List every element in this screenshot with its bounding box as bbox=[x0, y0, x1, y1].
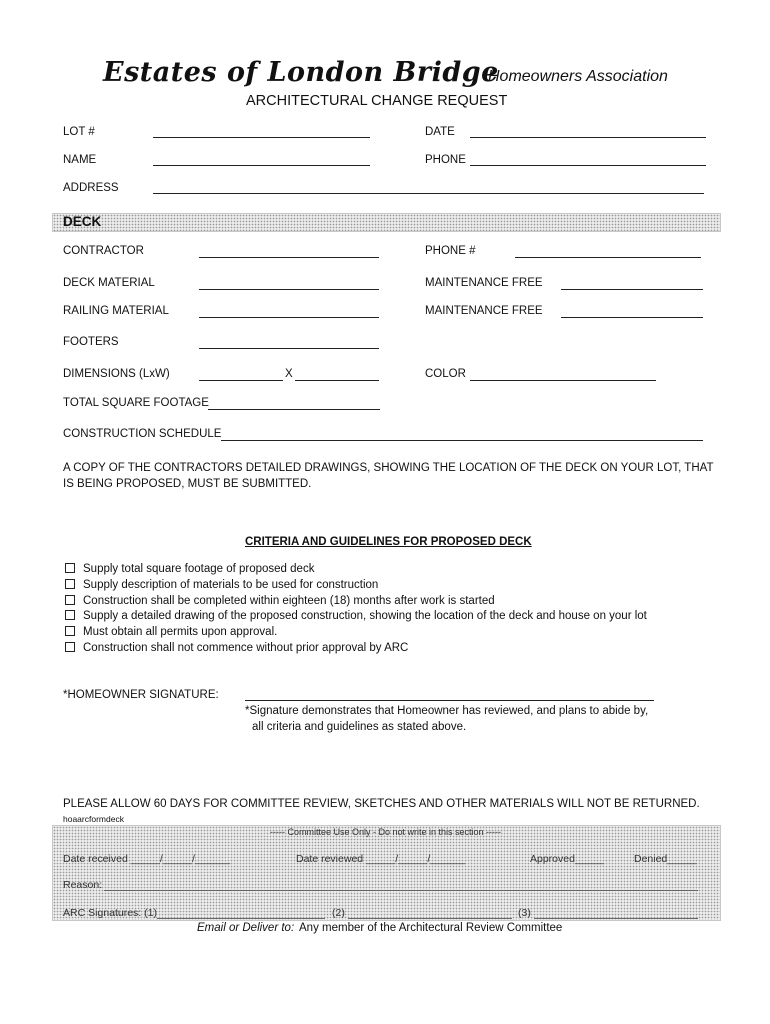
checkbox-icon[interactable] bbox=[65, 610, 75, 620]
committee-banner: ----- Committee Use Only - Do not write in this section ----- bbox=[270, 827, 502, 837]
drawings-note-line-1: A COPY OF THE CONTRACTORS DETAILED DRAWINGS, SHOWING THE LOCATION OF THE DECK ON YOUR LOT, THAT bbox=[63, 462, 714, 474]
name-field[interactable] bbox=[153, 165, 370, 166]
arc-signatures-label: ARC Signatures: (1) bbox=[63, 907, 157, 919]
color-label: COLOR bbox=[425, 368, 466, 380]
approved-field: Approved_____ bbox=[530, 853, 605, 865]
contractor-phone-label: PHONE # bbox=[425, 245, 476, 257]
criteria-item: Construction shall be completed within eighteen (18) months after work is started bbox=[65, 595, 495, 607]
maintenance-free-label-1: MAINTENANCE FREE bbox=[425, 277, 543, 289]
criteria-item: Supply description of materials to be used for construction bbox=[65, 579, 378, 591]
color-field[interactable] bbox=[470, 380, 656, 381]
maintenance-free-field-2[interactable] bbox=[561, 317, 703, 318]
railing-material-label: RAILING MATERIAL bbox=[63, 305, 169, 317]
date-field[interactable] bbox=[470, 137, 706, 138]
dimension-x: X bbox=[285, 368, 293, 380]
footers-field[interactable] bbox=[199, 348, 379, 349]
deck-heading: DECK bbox=[63, 214, 102, 229]
date-received: Date received _____/_____/______ bbox=[63, 853, 230, 865]
arc-signature-1 bbox=[157, 918, 325, 919]
criteria-item: Supply a detailed drawing of the proposed construction, showing the location of the deck and house on your lot bbox=[65, 610, 647, 622]
signature-note-line-1: *Signature demonstrates that Homeowner has reviewed, and plans to abide by, bbox=[245, 705, 649, 717]
phone-label: PHONE bbox=[425, 154, 466, 166]
checkbox-icon[interactable] bbox=[65, 563, 75, 573]
signature-note-line-2: all criteria and guidelines as stated above. bbox=[252, 721, 467, 733]
denied-field: Denied_____ bbox=[634, 853, 697, 865]
dimension-length-field[interactable] bbox=[199, 380, 283, 381]
checkbox-icon[interactable] bbox=[65, 626, 75, 636]
criteria-heading: CRITERIA AND GUIDELINES FOR PROPOSED DECK bbox=[245, 536, 532, 548]
lot-field[interactable] bbox=[153, 137, 370, 138]
arc-signature-3-label: (3) bbox=[518, 907, 531, 919]
criteria-item: Supply total square footage of proposed deck bbox=[65, 563, 314, 575]
homeowner-signature-field[interactable] bbox=[245, 700, 654, 701]
hoa-subtitle: Homeowners Association bbox=[488, 68, 668, 85]
date-label: DATE bbox=[425, 126, 455, 138]
form-code: hoaarcformdeck bbox=[63, 814, 124, 824]
reason-field bbox=[104, 890, 698, 891]
phone-field[interactable] bbox=[470, 165, 706, 166]
name-label: NAME bbox=[63, 154, 97, 166]
address-field[interactable] bbox=[153, 193, 704, 194]
contractor-label: CONTRACTOR bbox=[63, 245, 144, 257]
deliver-label: Email or Deliver to: bbox=[197, 922, 295, 934]
deliver-text: Any member of the Architectural Review Committee bbox=[299, 922, 563, 934]
brand-title: Estates of London Bridge bbox=[103, 57, 499, 88]
checkbox-icon[interactable] bbox=[65, 579, 75, 589]
footers-label: FOOTERS bbox=[63, 336, 119, 348]
dimension-width-field[interactable] bbox=[295, 380, 379, 381]
maintenance-free-field-1[interactable] bbox=[561, 289, 703, 290]
arc-signature-2 bbox=[348, 918, 512, 919]
drawings-note-line-2: IS BEING PROPOSED, MUST BE SUBMITTED. bbox=[63, 478, 312, 490]
arc-signature-2-label: (2) bbox=[332, 907, 345, 919]
checkbox-icon[interactable] bbox=[65, 595, 75, 605]
maintenance-free-label-2: MAINTENANCE FREE bbox=[425, 305, 543, 317]
review-notice: PLEASE ALLOW 60 DAYS FOR COMMITTEE REVIEW, SKETCHES AND OTHER MATERIALS WILL NOT BE RETURNED. bbox=[63, 798, 700, 810]
schedule-field[interactable] bbox=[221, 440, 703, 441]
lot-label: LOT # bbox=[63, 126, 95, 138]
criteria-item: Must obtain all permits upon approval. bbox=[65, 626, 277, 638]
homeowner-signature-label: *HOMEOWNER SIGNATURE: bbox=[63, 689, 219, 701]
dimensions-label: DIMENSIONS (LxW) bbox=[63, 368, 170, 380]
date-reviewed: Date reviewed _____/_____/______ bbox=[296, 853, 466, 865]
schedule-label: CONSTRUCTION SCHEDULE bbox=[63, 428, 222, 440]
address-label: ADDRESS bbox=[63, 182, 119, 194]
total-sqft-label: TOTAL SQUARE FOOTAGE bbox=[63, 397, 209, 409]
deck-material-field[interactable] bbox=[199, 289, 379, 290]
reason-label: Reason: bbox=[63, 879, 103, 891]
railing-material-field[interactable] bbox=[199, 317, 379, 318]
contractor-field[interactable] bbox=[199, 257, 379, 258]
criteria-item: Construction shall not commence without prior approval by ARC bbox=[65, 642, 408, 654]
arc-signature-3 bbox=[534, 918, 698, 919]
checkbox-icon[interactable] bbox=[65, 642, 75, 652]
total-sqft-field[interactable] bbox=[208, 409, 380, 410]
form-title: ARCHITECTURAL CHANGE REQUEST bbox=[246, 93, 508, 109]
deck-material-label: DECK MATERIAL bbox=[63, 277, 155, 289]
deck-heading-band bbox=[52, 213, 721, 232]
contractor-phone-field[interactable] bbox=[515, 257, 701, 258]
